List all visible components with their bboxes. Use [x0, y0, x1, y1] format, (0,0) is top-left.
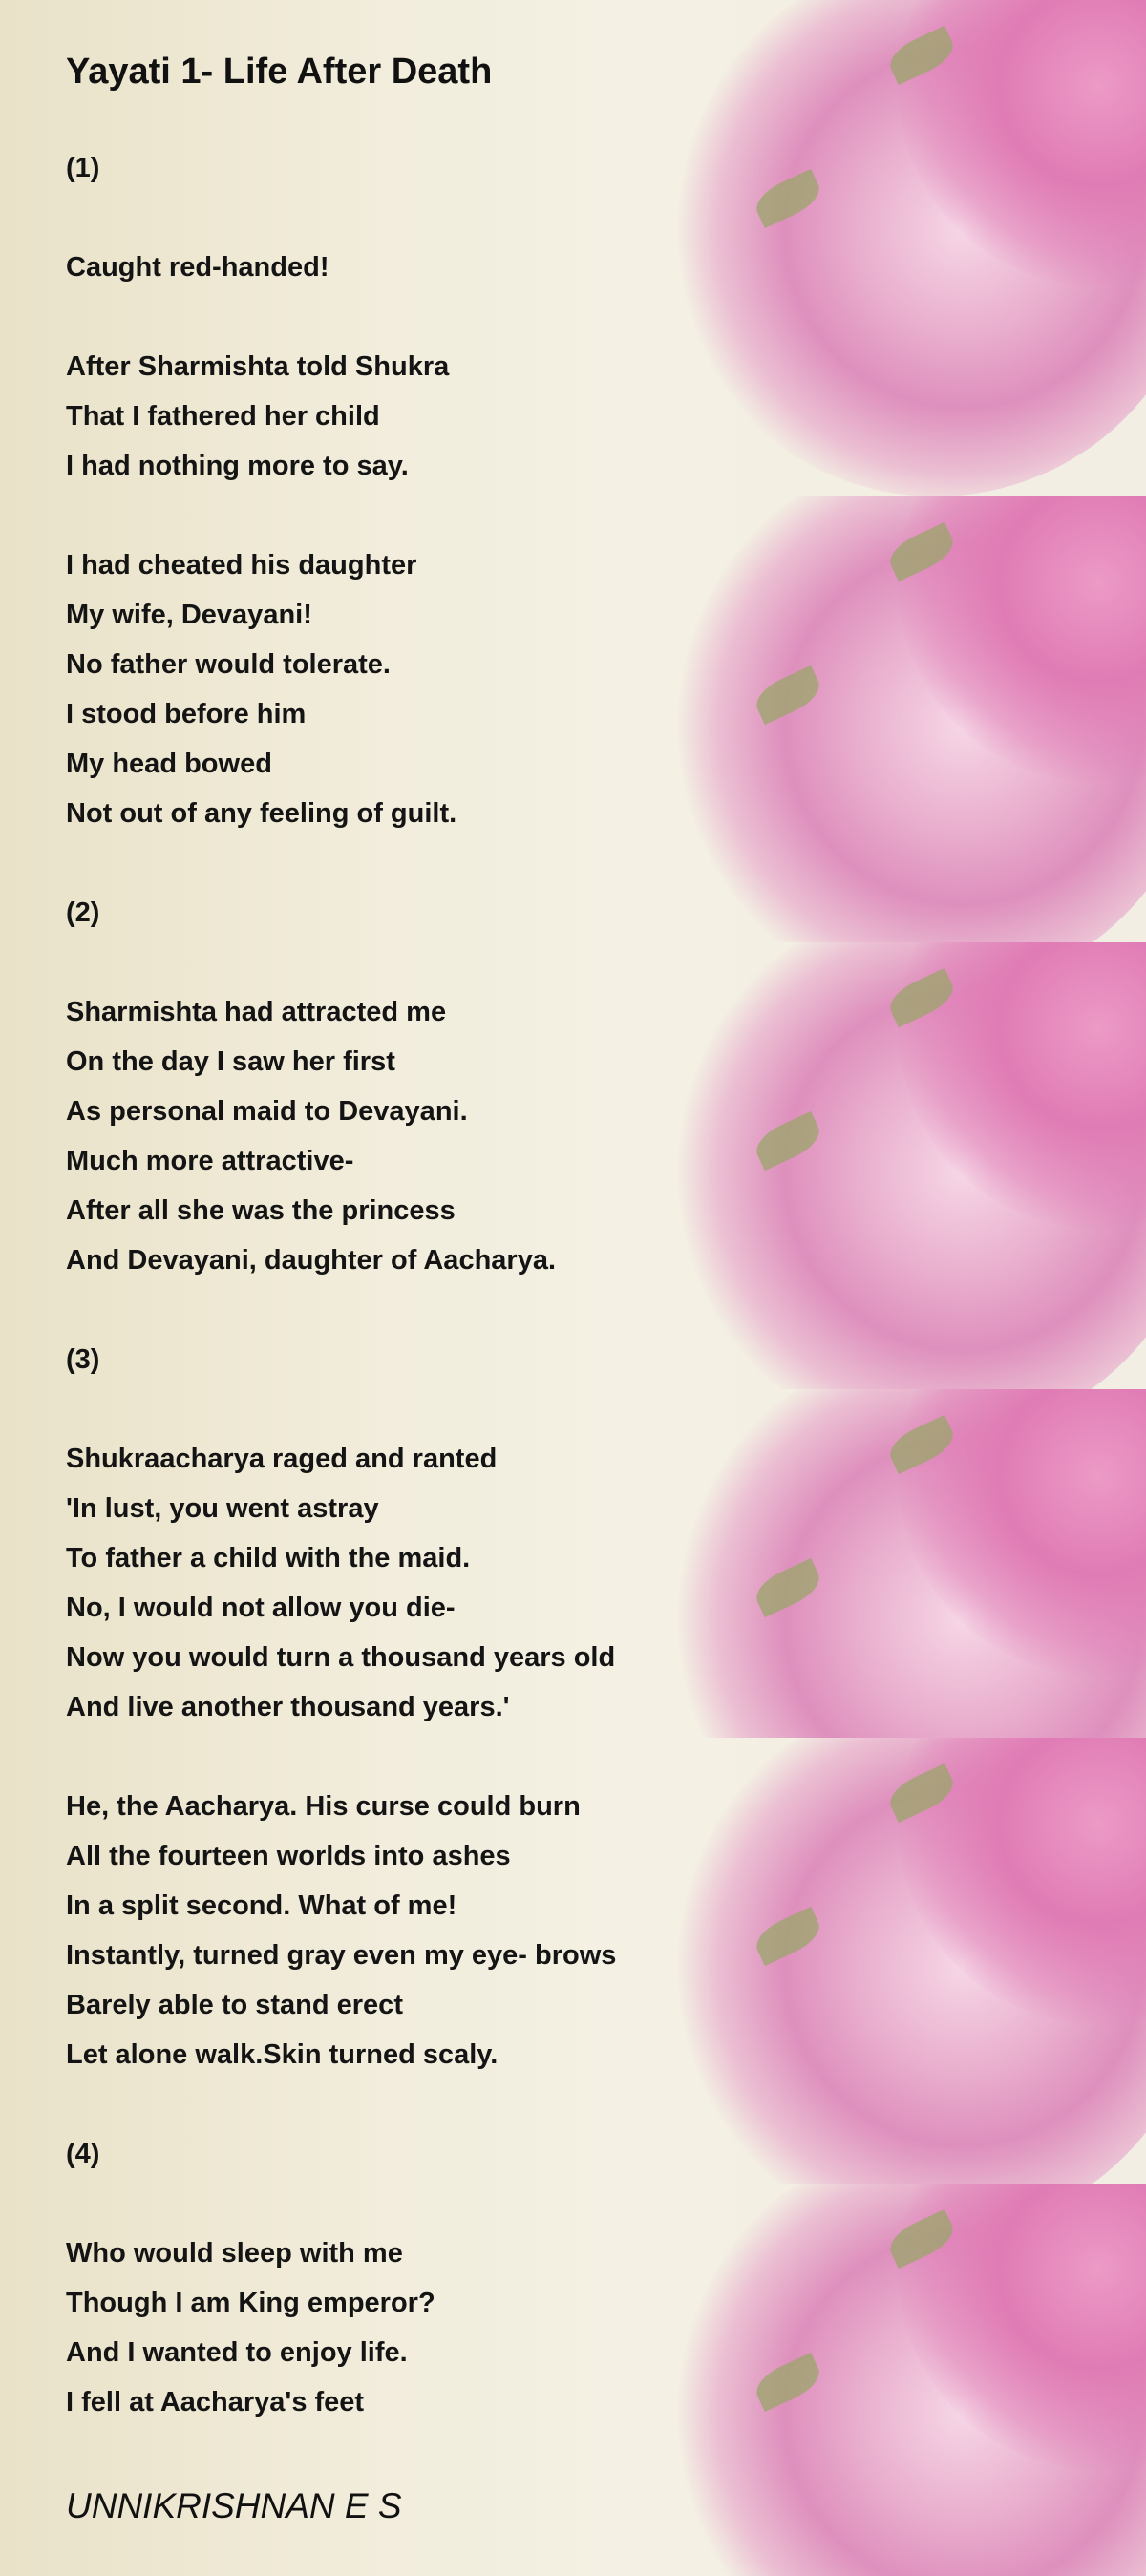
poem-line: Barely able to stand erect [66, 1990, 403, 2020]
blank-line [66, 938, 616, 987]
blank-line [66, 838, 616, 888]
poem-author: UNNIKRISHNAN E S [66, 2486, 402, 2525]
poem-line: And I wanted to enjoy life. [66, 2337, 408, 2368]
poem-line: He, the Aacharya. His curse could burn [66, 1791, 581, 1822]
poem-line: On the day I saw her first [66, 1046, 395, 1077]
poem-line: And live another thousand years.' [66, 1692, 510, 1722]
poem-line: Shukraacharya raged and ranted [66, 1444, 498, 1474]
poem-line: No father would tolerate. [66, 649, 391, 680]
poem-line: 'In lust, you went astray [66, 1493, 379, 1524]
blank-line [66, 292, 616, 342]
blank-line [66, 2179, 616, 2228]
poem-line: Not out of any feeling of guilt. [66, 798, 457, 829]
poem-line: That I fathered her child [66, 401, 380, 432]
poem-line: Let alone walk.Skin turned scaly. [66, 2039, 499, 2070]
blank-line [66, 1285, 616, 1335]
blank-line [66, 193, 616, 243]
poem-title: Yayati 1- Life After Death [66, 52, 493, 92]
blank-line [66, 491, 616, 540]
poem-line: (1) [66, 153, 100, 183]
poem-line: In a split second. What of me! [66, 1890, 457, 1921]
poem-line: My wife, Devayani! [66, 600, 312, 630]
poem-line: Much more attractive- [66, 1146, 354, 1176]
poem-line: And Devayani, daughter of Aacharya. [66, 1245, 557, 1276]
poem-line: I had nothing more to say. [66, 451, 409, 481]
blank-line [66, 1732, 616, 1782]
blank-line [66, 2080, 616, 2129]
poem-line: (2) [66, 897, 100, 928]
poem-line: I stood before him [66, 699, 307, 729]
poem-line: No, I would not allow you die- [66, 1593, 456, 1623]
poem-line: After all she was the princess [66, 1195, 456, 1226]
poem-body [66, 143, 616, 2427]
poem-line: My head bowed [66, 749, 272, 779]
poem-line: Caught red-handed! [66, 252, 329, 283]
poem-line: As personal maid to Devayani. [66, 1096, 468, 1127]
poem-line: Though I am King emperor? [66, 2288, 435, 2318]
poem-line: To father a child with the maid. [66, 1543, 471, 1573]
poem-line: Who would sleep with me [66, 2238, 403, 2269]
poem-line: Sharmishta had attracted me [66, 997, 447, 1027]
poem-line: (3) [66, 1344, 100, 1375]
poem-line: Instantly, turned gray even my eye- brows [66, 1940, 617, 1971]
poem-line: Now you would turn a thousand years old [66, 1642, 616, 1673]
poem-line: All the fourteen worlds into ashes [66, 1841, 511, 1871]
poem-line: (4) [66, 2139, 100, 2169]
blank-line [66, 1384, 616, 1434]
poem-line: After Sharmishta told Shukra [66, 351, 450, 382]
poem-line: I had cheated his daughter [66, 550, 417, 581]
poem-line: I fell at Aacharya's feet [66, 2387, 365, 2418]
